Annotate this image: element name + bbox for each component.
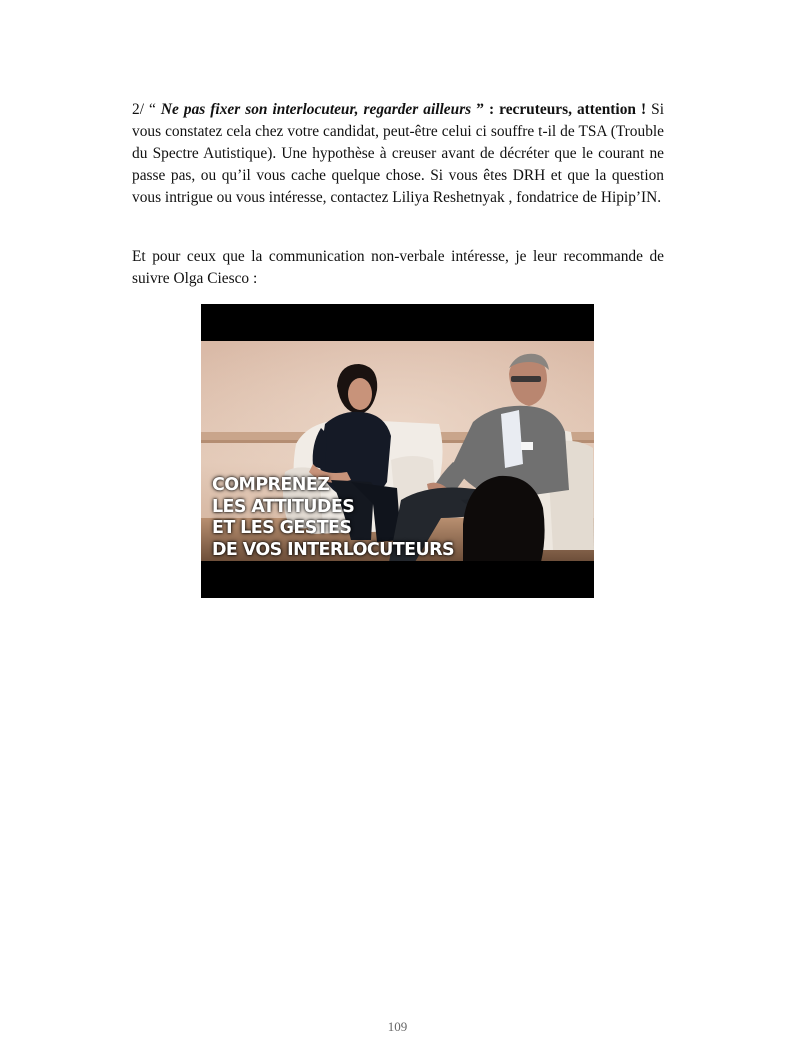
quote-close: ” :	[471, 101, 500, 118]
heading-phrase: Ne pas fixer son interlocuteur, regarder ailleurs	[160, 101, 472, 118]
paragraph-recommendation: Et pour ceux que la communication non-verbale intéresse, je leur recommande de suivre Olga Ciesco :	[132, 248, 664, 287]
paragraph-lead: 2/ “	[132, 101, 161, 118]
paragraph-recruiters	[132, 99, 664, 209]
paragraph-body: Si vous constatez cela chez votre candidat, peut-être celui ci souffre t-il de TSA (Trouble du Spectre Autistique). Une hypothèse à creuser avant de décréter que le courant ne passe pas, ou qu’il vous cache quelque chose. Si vous êtes DRH et que la question vous intrigue ou vous intéresse, contactez Liliya Reshetnyak , fondatrice de Hipip’IN.	[132, 101, 665, 206]
attention-phrase: recruteurs, attention !	[499, 101, 647, 118]
caption-line-4: DE VOS INTERLOCUTEURS	[212, 539, 454, 560]
caption-line-2: LES ATTITUDES	[212, 496, 355, 517]
video-caption	[212, 475, 454, 561]
video-thumbnail[interactable]	[201, 304, 594, 598]
caption-line-1: COMPRENEZ	[212, 475, 330, 495]
caption-line-3: ET LES GESTES	[212, 518, 352, 538]
page-number: 109	[387, 1019, 408, 1034]
